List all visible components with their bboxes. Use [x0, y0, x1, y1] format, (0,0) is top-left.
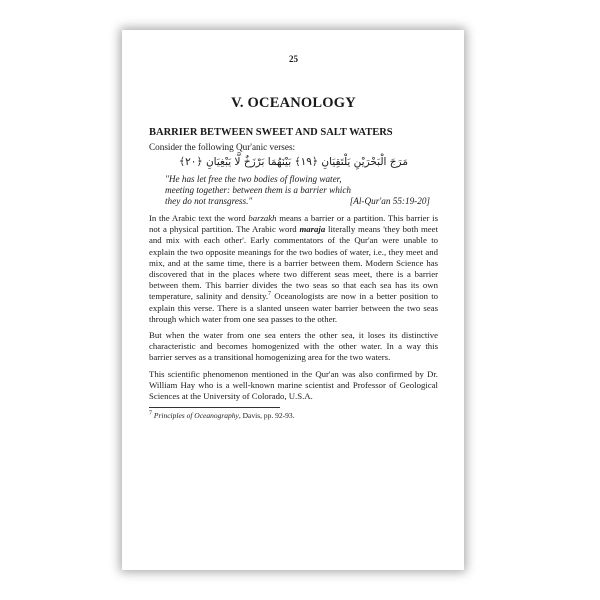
quote-line-2: meeting together: between them is a barrier which: [165, 185, 352, 195]
footnote-mark: 7: [149, 410, 152, 417]
quote-line-1: "He has let free the two bodies of flowing water,: [165, 174, 342, 184]
quote-line-3: [165, 196, 430, 207]
book-page: [122, 30, 464, 570]
footnote: [149, 411, 438, 420]
subheading: BARRIER BETWEEN SWEET AND SALT WATERS: [149, 127, 393, 138]
paragraph-1-part-b: means a barrier or a partition. This barrier is not a physical partition. The Arabic word: [149, 213, 438, 235]
section-title: V. OCEANOLOGY: [231, 95, 356, 111]
paragraph-3: This scientific phenomenon mentioned in the Qur'an was also confirmed by Dr. William Hay who is a well-known marine scientist and Professor of Geological Sciences at the University of Colorado, U.S.A.: [149, 368, 438, 402]
footnote-rest: , Davis, pp. 92-93.: [238, 411, 295, 421]
arabic-verse: مَرَجَ الْبَحْرَيْنِ يَلْتَقِيَانِ ﴿١٩﴾ بَيْنَهُمَا بَرْزَخٌ لَّا يَبْغِيَانِ ﴿٢٠﴾: [179, 156, 408, 168]
term-barzakh: barzakh: [248, 213, 277, 223]
footnote-title: Principles of Oceanography: [153, 411, 239, 421]
page-number: 25: [289, 54, 298, 64]
paragraph-1-part-c: literally means 'they both meet and mix with each other'. Early commentators of the Qur'an were unable to explain the two opposite meanings for the two bodies of water, i.e., they meet and mix, and at the same time, there is a barrier between them. Modern Science has discovered that in the places where two different seas meet, there is a barrier between them. This barrier divides the two seas so that each sea has its own temperature, salinity and density.: [149, 224, 438, 302]
verse-reference: [Al-Qur'an 55:19-20]: [349, 196, 430, 206]
quote-line-3-text: they do not transgress.": [165, 196, 253, 206]
footnote-divider: [149, 407, 280, 408]
verse-translation: [165, 174, 430, 207]
intro-text: Consider the following Qur'anic verses:: [149, 142, 296, 152]
page-content: [149, 54, 438, 420]
paragraph-1: [149, 213, 438, 325]
term-maraja: maraja: [299, 224, 326, 235]
footnote-reference: 7: [268, 291, 272, 298]
paragraph-1-part-a: In the Arabic text the word: [149, 213, 249, 223]
paragraph-1-part-d: Oceanologists are now in a better position to explain this verse. There is a slanted unseen water barrier between the two seas through which water from one sea passes to the other.: [149, 291, 439, 324]
paragraph-2: But when the water from one sea enters the other sea, it loses its distinctive characteristic and becomes homogenized with the other water. In a way this barrier serves as a transitional homogenizing area for the two waters.: [149, 330, 438, 363]
